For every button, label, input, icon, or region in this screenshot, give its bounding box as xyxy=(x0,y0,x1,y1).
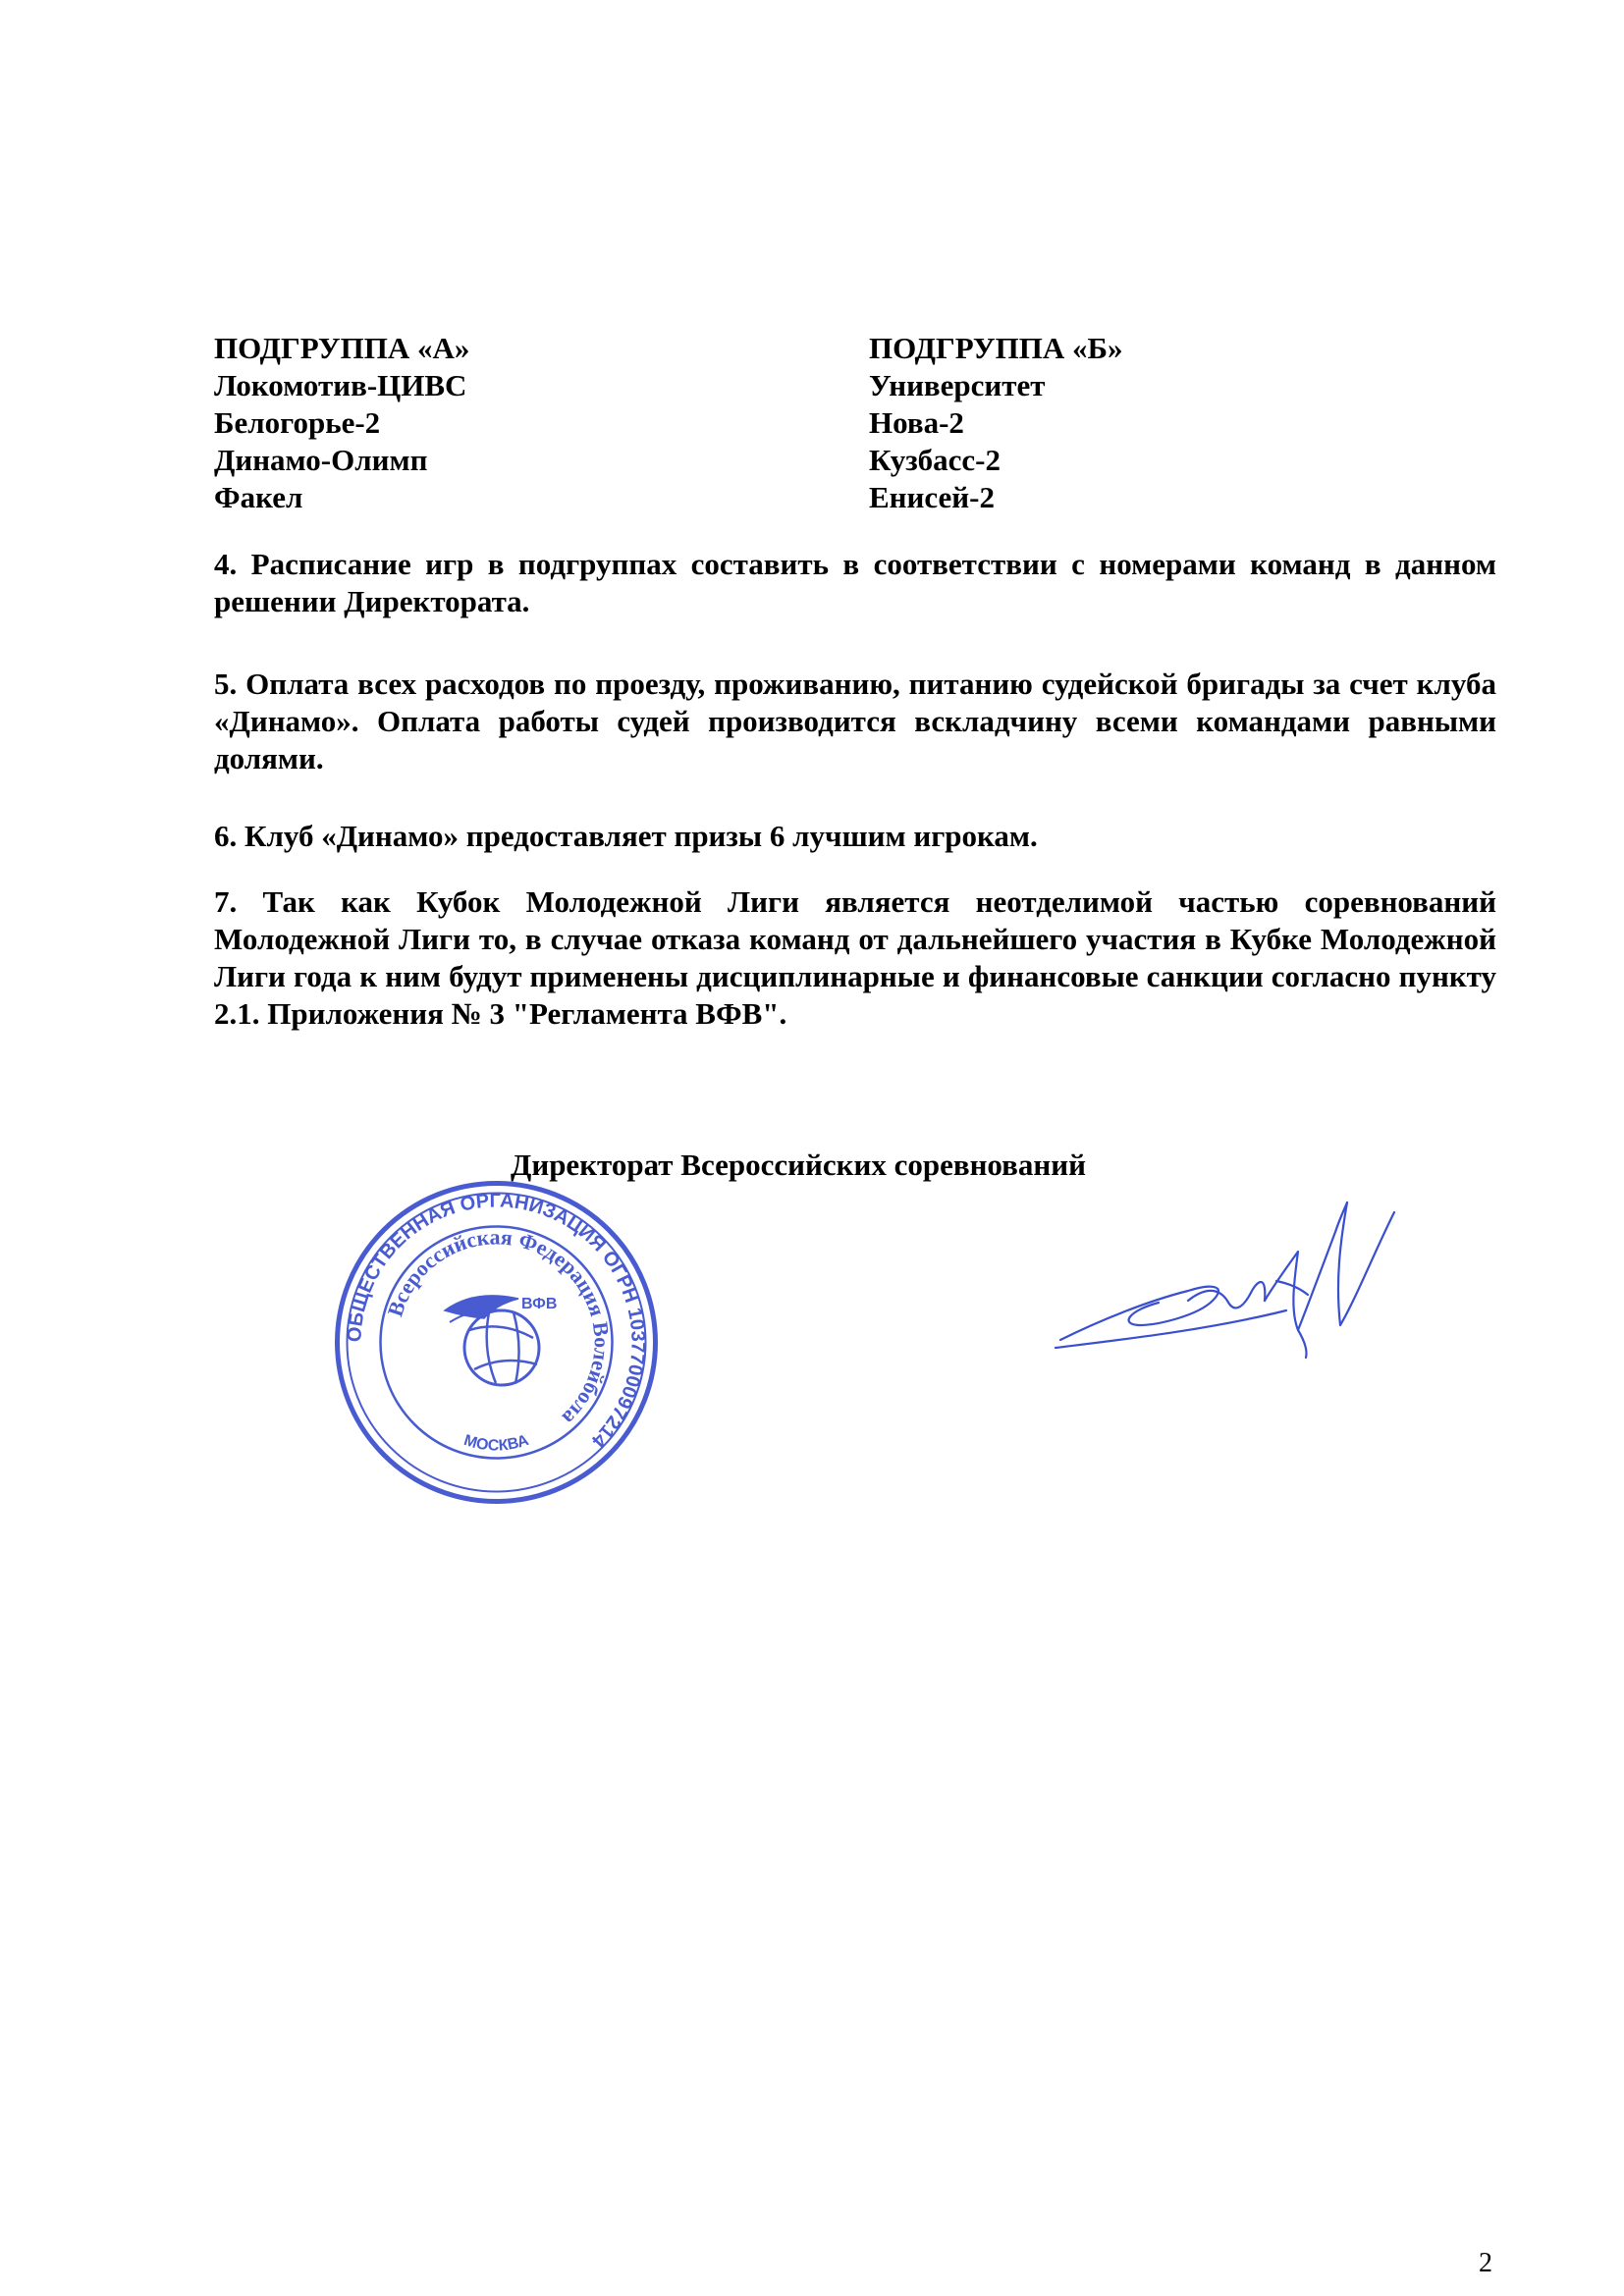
paragraph-4: 4. Расписание игр в подгруппах составить в соответствии с номерами команд в данном решении Директората. xyxy=(214,547,1496,618)
handwritten-signature xyxy=(1041,1193,1434,1369)
subgroup-a-team: Динамо-Олимп xyxy=(214,443,428,477)
stamp-logo-text: ВФВ xyxy=(521,1296,558,1312)
stamp-inner-text: Всероссийская Федерация Волейбола xyxy=(382,1224,615,1431)
stamp-outer-text: ОБЩЕСТВЕННАЯ ОРГАНИЗАЦИЯ ОГРН 1037700097214 xyxy=(344,1190,649,1452)
organization-stamp xyxy=(327,1173,666,1512)
subgroup-a xyxy=(214,330,469,516)
subgroup-b-title: ПОДГРУППА «Б» xyxy=(869,331,1123,365)
subgroup-b xyxy=(869,330,1123,516)
directorate-signature-line: Директорат Всероссийских соревнований xyxy=(511,1148,1086,1182)
stamp-city-text: МОСКВА xyxy=(461,1431,531,1455)
subgroup-a-title: ПОДГРУППА «А» xyxy=(214,331,470,365)
subgroup-b-team: Нова-2 xyxy=(869,405,964,440)
paragraph-7: 7. Так как Кубок Молодежной Лиги является неотделимой частью соревнований Молодежной Лиги то, в случае отказа команд от дальнейшего участия в Кубке Молодежной Лиги года к ним будут применены дисциплинарные и финансовые санкции согласно пункту 2.1. Приложения № 3 "Регламента ВФВ". xyxy=(214,884,1496,1031)
subgroup-a-team: Белогорье-2 xyxy=(214,405,381,440)
subgroup-a-team: Факел xyxy=(214,480,303,514)
subgroup-b-team: Университет xyxy=(869,368,1046,402)
paragraph-5: 5. Оплата всех расходов по проезду, проживанию, питанию судейской бригады за счет клуба «Динамо». Оплата работы судей производится вскладчину всеми командами равными долями. xyxy=(214,667,1496,775)
svg-text:МОСКВА xyxy=(461,1432,531,1455)
subgroup-b-team: Енисей-2 xyxy=(869,480,995,514)
subgroup-b-team: Кузбасс-2 xyxy=(869,443,1001,477)
volleyball-logo-icon xyxy=(445,1296,557,1385)
subgroup-a-team: Локомотив-ЦИВС xyxy=(214,368,467,402)
paragraph-6: 6. Клуб «Динамо» предоставляет призы 6 лучшим игрокам. xyxy=(214,819,1038,853)
page-number: 2 xyxy=(1479,2248,1492,2278)
